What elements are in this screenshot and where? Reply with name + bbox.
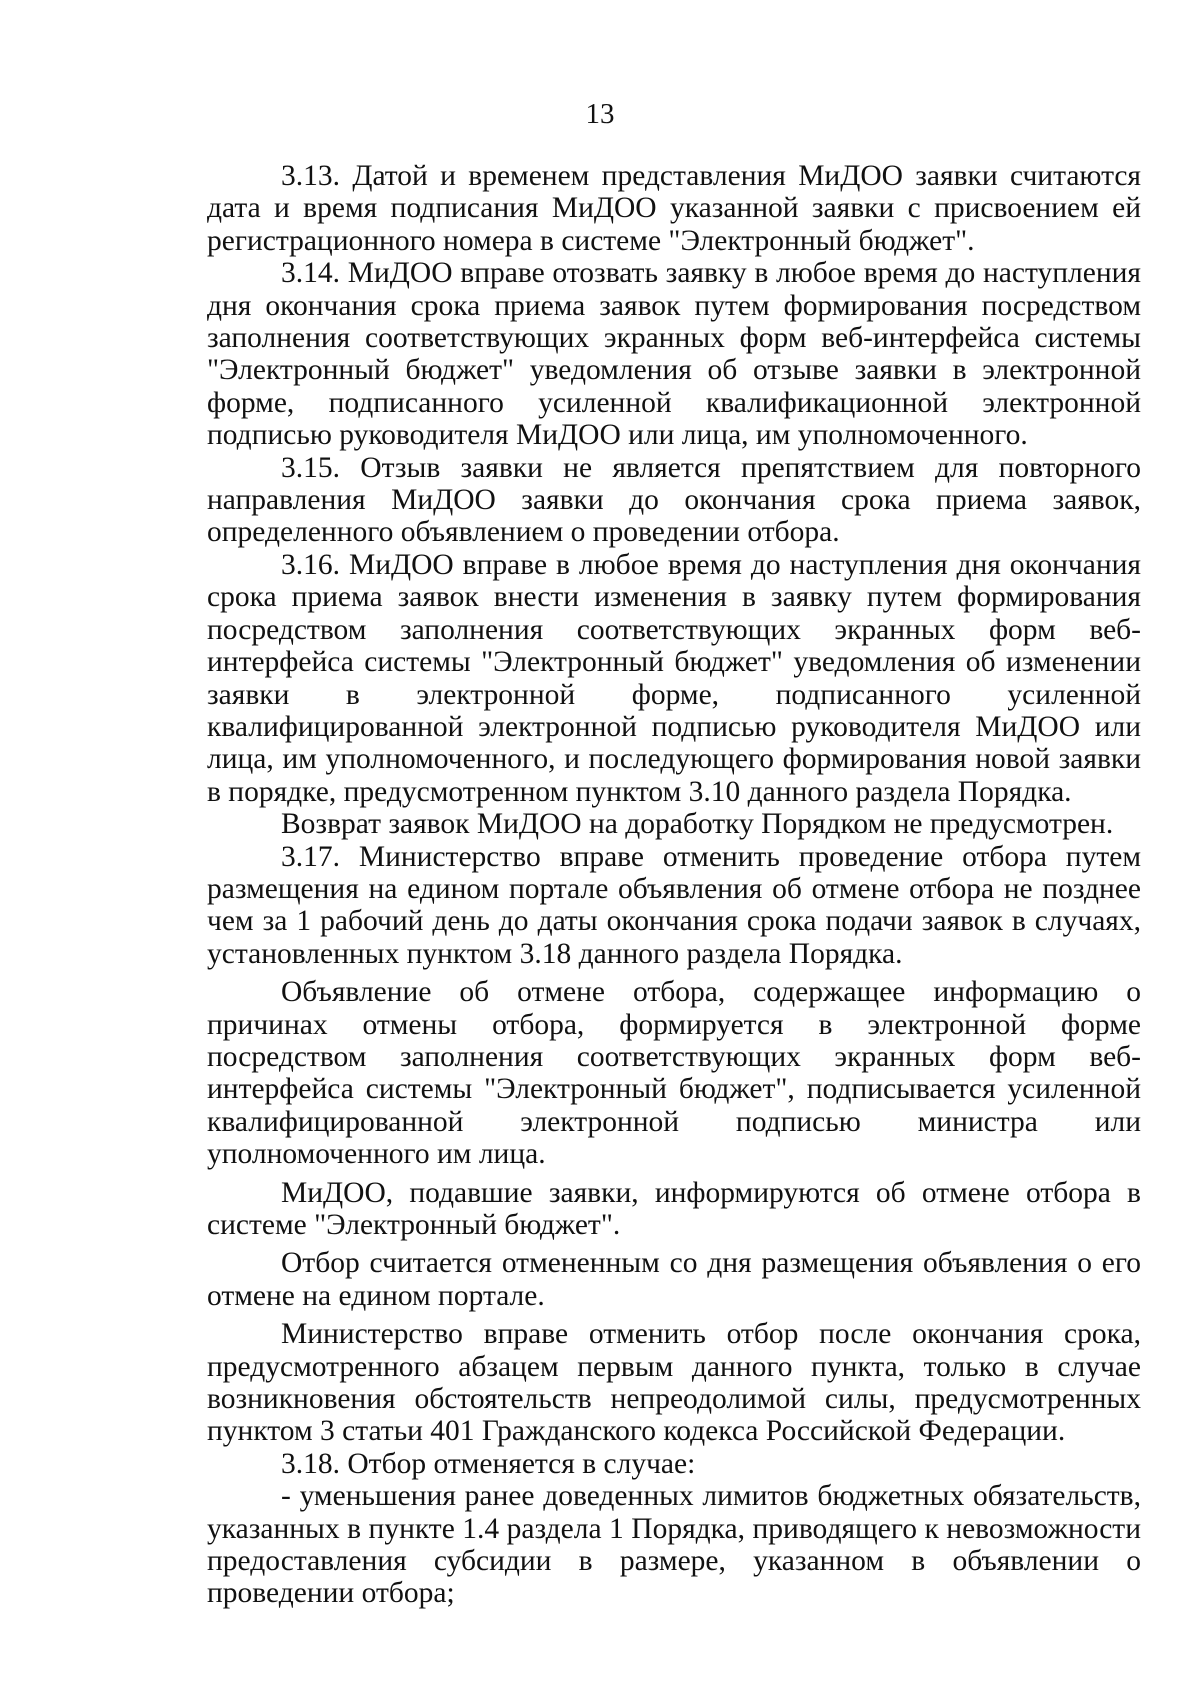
paragraph-3-15: 3.15. Отзыв заявки не является препятствием для повторного направления МиДОО заявки до окончания срока приема заявок, определенного объявлением о проведении отбора. — [207, 451, 1141, 549]
page-number: 13 — [585, 98, 615, 130]
paragraph-3-13: 3.13. Датой и временем представления МиДОО заявки считаются дата и время подписания МиДОО указанной заявки с присвоением ей регистрационного номера в системе "Электронный бюджет". — [207, 160, 1141, 257]
paragraph-midoo-informed: МиДОО, подавшие заявки, информируются об отмене отбора в системе "Электронный бюджет". — [207, 1176, 1141, 1241]
paragraph-cancelled-date: Отбор считается отмененным со дня размещения объявления о его отмене на едином портале. — [207, 1247, 1141, 1312]
paragraph-3-16: 3.16. МиДОО вправе в любое время до наступления дня окончания срока приема заявок внести изменения в заявку путем формирования посредством заполнения соответствующих экранных форм веб-интерфейса системы "Электронный бюджет" уведомления об изменении заявки в электронной форме, подписанного усиленной квалифицированной электронной подписью руководителя МиДОО или лица, им уполномоченного, и последующего формирования новой заявки в порядке, предусмотренном пунктом 3.10 данного раздела Порядка. — [207, 548, 1141, 808]
paragraph-3-18: 3.18. Отбор отменяется в случае: — [281, 1447, 696, 1480]
paragraph-3-14: 3.14. МиДОО вправе отозвать заявку в любое время до наступления дня окончания срока приема заявок путем формирования посредством заполнения соответствующих экранных форм веб-интерфейса системы "Электронный бюджет" уведомления об отзыве заявки в электронной форме, подписанного усиленной квалификационной электронной подписью руководителя МиДОО или лица, им уполномоченного. — [207, 257, 1141, 452]
paragraph-3-18-item-1: - уменьшения ранее доведенных лимитов бюджетных обязательств, указанных в пункте 1.4 раздела 1 Порядка, приводящего к невозможности предоставления субсидии в размере, указанном в объявлении о проведении отбора; — [207, 1480, 1141, 1610]
paragraph-force-majeure: Министерство вправе отменить отбор после окончания срока, предусмотренного абзацем первым данного пункта, только в случае возникновения обстоятельств непреодолимой силы, предусмотренных пунктом 3 статьи 401 Гражданского кодекса Российской Федерации. — [207, 1318, 1141, 1448]
paragraph-3-17: 3.17. Министерство вправе отменить проведение отбора путем размещения на едином портале объявления об отмене отбора не позднее чем за 1 рабочий день до даты окончания срока подачи заявок в случаях, установленных пунктом 3.18 данного раздела Порядка. — [207, 840, 1141, 970]
document-body — [207, 160, 1141, 1610]
paragraph-no-revision: Возврат заявок МиДОО на доработку Порядком не предусмотрен. — [281, 808, 1114, 841]
paragraph-cancellation-notice: Объявление об отмене отбора, содержащее информацию о причинах отмены отбора, формируется в электронной форме посредством заполнения соответствующих экранных форм веб-интерфейса системы "Электронный бюджет", подписывается усиленной квалифицированной электронной подписью министра или уполномоченного им лица. — [207, 976, 1141, 1171]
